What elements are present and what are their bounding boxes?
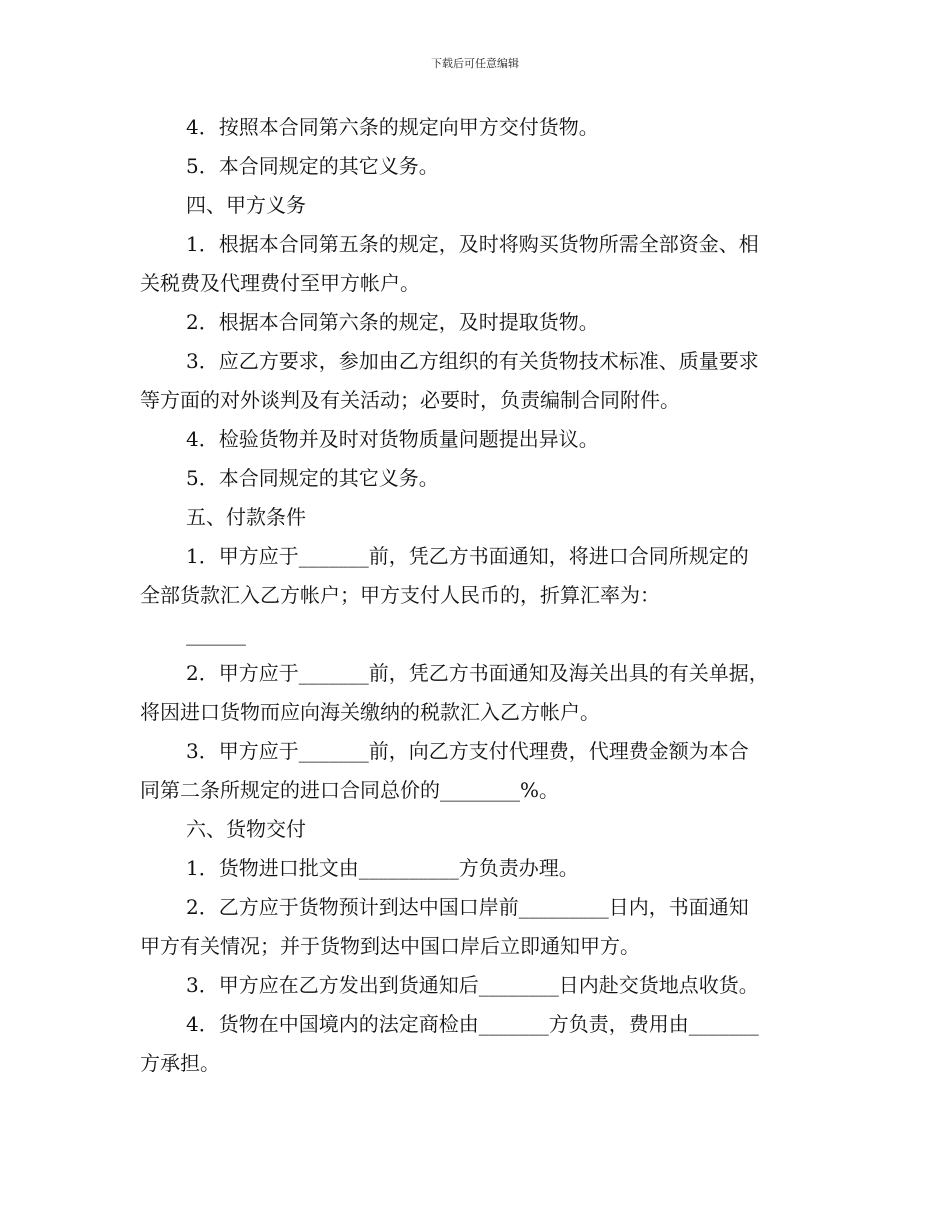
page-header: 下载后可任意编辑: [431, 57, 519, 70]
clause-line: 5．本合同规定的其它义务。: [186, 154, 439, 178]
section-heading: 六、货物交付: [186, 817, 306, 841]
clause-line: 1．货物进口批文由__________方负责办理。: [186, 856, 579, 880]
clause-line: 1．甲方应于_______前，凭乙方书面通知，将进口合同所规定的: [186, 544, 749, 568]
clause-continuation: 全部货款汇入乙方帐户；甲方支付人民币的，折算汇率为：: [140, 583, 660, 607]
clause-line: 3．应乙方要求，参加由乙方组织的有关货物技术标准、质量要求: [186, 349, 759, 373]
clause-continuation: 关税费及代理费付至甲方帐户。: [140, 271, 420, 295]
clause-line: 4．按照本合同第六条的规定向甲方交付货物。: [186, 115, 599, 139]
clause-line: 3．甲方应于_______前，向乙方支付代理费，代理费金额为本合: [186, 739, 749, 763]
clause-line: 4．检验货物并及时对货物质量问题提出异议。: [186, 427, 599, 451]
clause-line: 2．乙方应于货物预计到达中国口岸前_________日内，书面通知: [186, 895, 749, 919]
clause-line: 1．根据本合同第五条的规定，及时将购买货物所需全部资金、相: [186, 232, 759, 256]
blank-field: ______: [186, 622, 246, 646]
section-heading: 五、付款条件: [186, 505, 306, 529]
section-heading: 四、甲方义务: [186, 193, 306, 217]
clause-line: 2．根据本合同第六条的规定，及时提取货物。: [186, 310, 599, 334]
clause-continuation: 将因进口货物而应向海关缴纳的税款汇入乙方帐户。: [140, 700, 600, 724]
clause-continuation: 方承担。: [140, 1051, 220, 1075]
clause-line: 3．甲方应在乙方发出到货通知后________日内赴交货地点收货。: [186, 973, 759, 997]
clause-continuation: 同第二条所规定的进口合同总价的________%。: [140, 778, 560, 802]
clause-line: 2．甲方应于_______前，凭乙方书面通知及海关出具的有关单据，: [186, 661, 769, 685]
clause-continuation: 等方面的对外谈判及有关活动；必要时，负责编制合同附件。: [140, 388, 680, 412]
document-body: [140, 108, 810, 1083]
clause-line: 4．货物在中国境内的法定商检由_______方负责，费用由_______: [186, 1012, 759, 1036]
clause-continuation: 甲方有关情况；并于货物到达中国口岸后立即通知甲方。: [140, 934, 640, 958]
clause-line: 5．本合同规定的其它义务。: [186, 466, 439, 490]
